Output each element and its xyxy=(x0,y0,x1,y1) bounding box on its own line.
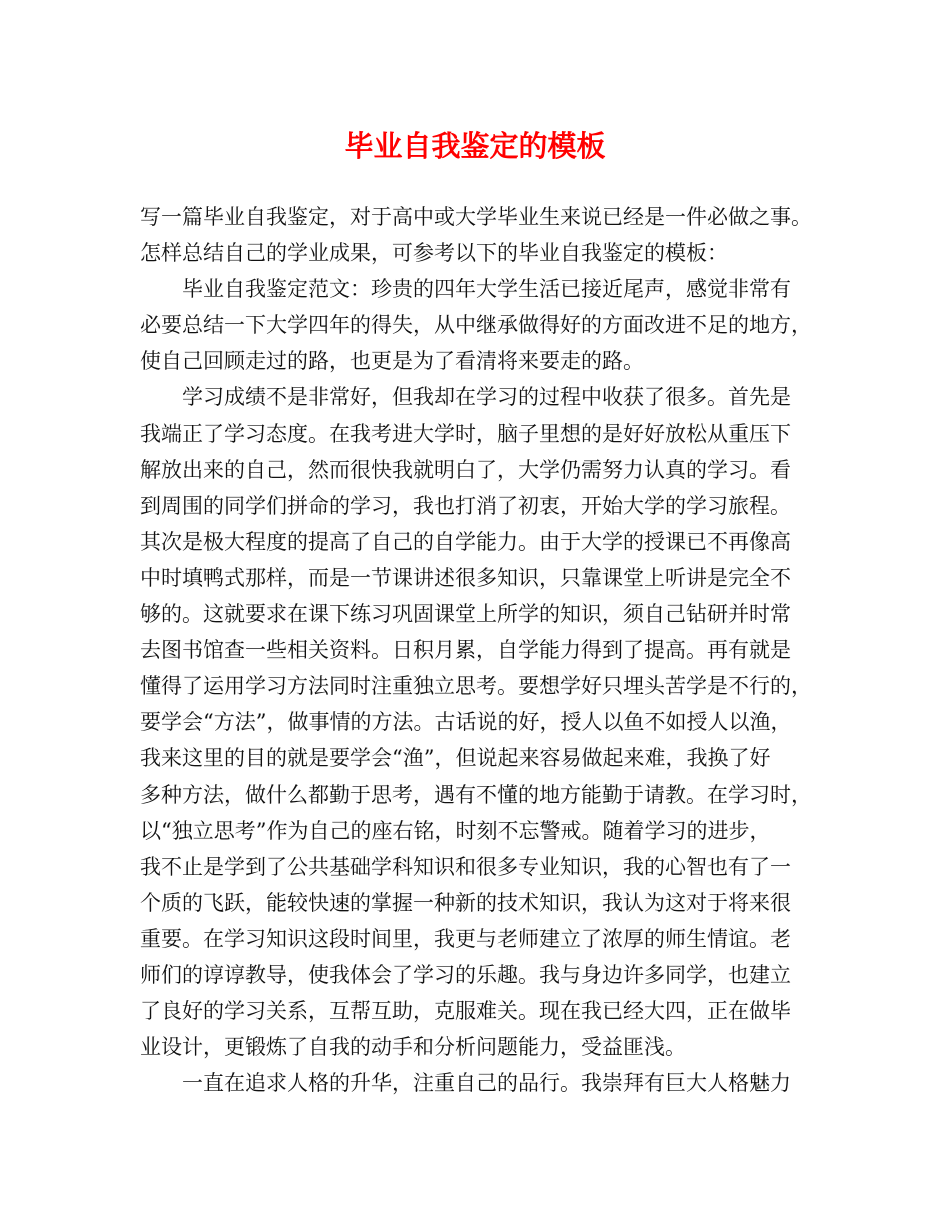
text-line: 到周围的同学们拼命的学习，我也打消了初衷，开始大学的学习旅程。 xyxy=(140,493,791,518)
text-line: 学习成绩不是非常好，但我却在学习的过程中收获了很多。首先是 xyxy=(182,385,791,410)
text-line: 多种方法，做什么都勤于思考，遇有不懂的地方能勤于请教。在学习时， xyxy=(140,782,812,807)
text-line: 师们的谆谆教导，使我体会了学习的乐趣。我与身边许多同学，也建立 xyxy=(140,962,791,987)
text-line: 去图书馆查一些相关资料。日积月累，自学能力得到了提高。再有就是 xyxy=(140,638,791,663)
text-line: 解放出来的自己，然而很快我就明白了，大学仍需努力认真的学习。看 xyxy=(140,457,791,482)
text-line: 使自己回顾走过的路，也更是为了看清将来要走的路。 xyxy=(140,349,644,374)
text-line: 写一篇毕业自我鉴定，对于高中或大学毕业生来说已经是一件必做之事。 xyxy=(140,205,812,229)
text-line: 中时填鸭式那样，而是一节课讲述很多知识，只靠课堂上听讲是完全不 xyxy=(140,565,791,590)
text-line: 个质的飞跃，能较快速的掌握一种新的技术知识，我认为这对于将来很 xyxy=(140,890,791,915)
text-line: 怎样总结自己的学业成果，可参考以下的毕业自我鉴定的模板： xyxy=(140,241,728,266)
document-title: 毕业自我鉴定的模板 xyxy=(344,129,606,163)
text-line: 我来这里的目的就是要学会“渔”，但说起来容易做起来难，我换了好 xyxy=(140,746,771,771)
text-line: 重要。在学习知识这段时间里，我更与老师建立了浓厚的师生情谊。老 xyxy=(140,926,791,951)
text-line: 了良好的学习关系，互帮互助，克服难关。现在我已经大四，正在做毕 xyxy=(140,999,791,1024)
text-line: 以“独立思考”作为自己的座右铭，时刻不忘警戒。随着学习的进步， xyxy=(140,818,771,843)
text-line: 其次是极大程度的提高了自己的自学能力。由于大学的授课已不再像高 xyxy=(140,529,791,554)
text-line: 业设计，更锻炼了自我的动手和分析问题能力，受益匪浅。 xyxy=(140,1035,686,1060)
text-line: 我不止是学到了公共基础学科知识和很多专业知识，我的心智也有了一 xyxy=(140,854,791,879)
text-line: 毕业自我鉴定范文：珍贵的四年大学生活已接近尾声，感觉非常有 xyxy=(182,277,791,302)
text-line: 懂得了运用学习方法同时注重独立思考。要想学好只埋头苦学是不行的， xyxy=(140,674,812,699)
text-line: 要学会“方法”，做事情的方法。古话说的好，授人以鱼不如授人以渔， xyxy=(140,710,792,735)
text-line: 够的。这就要求在课下练习巩固课堂上所学的知识，须自己钻研并时常 xyxy=(140,602,791,627)
text-line: 必要总结一下大学四年的得失，从中继承做得好的方面改进不足的地方， xyxy=(140,313,812,338)
text-line: 我端正了学习态度。在我考进大学时，脑子里想的是好好放松从重压下 xyxy=(140,421,791,446)
document-body xyxy=(140,199,830,1101)
text-line: 一直在追求人格的升华，注重自己的品行。我崇拜有巨大人格魅力 xyxy=(182,1071,791,1096)
